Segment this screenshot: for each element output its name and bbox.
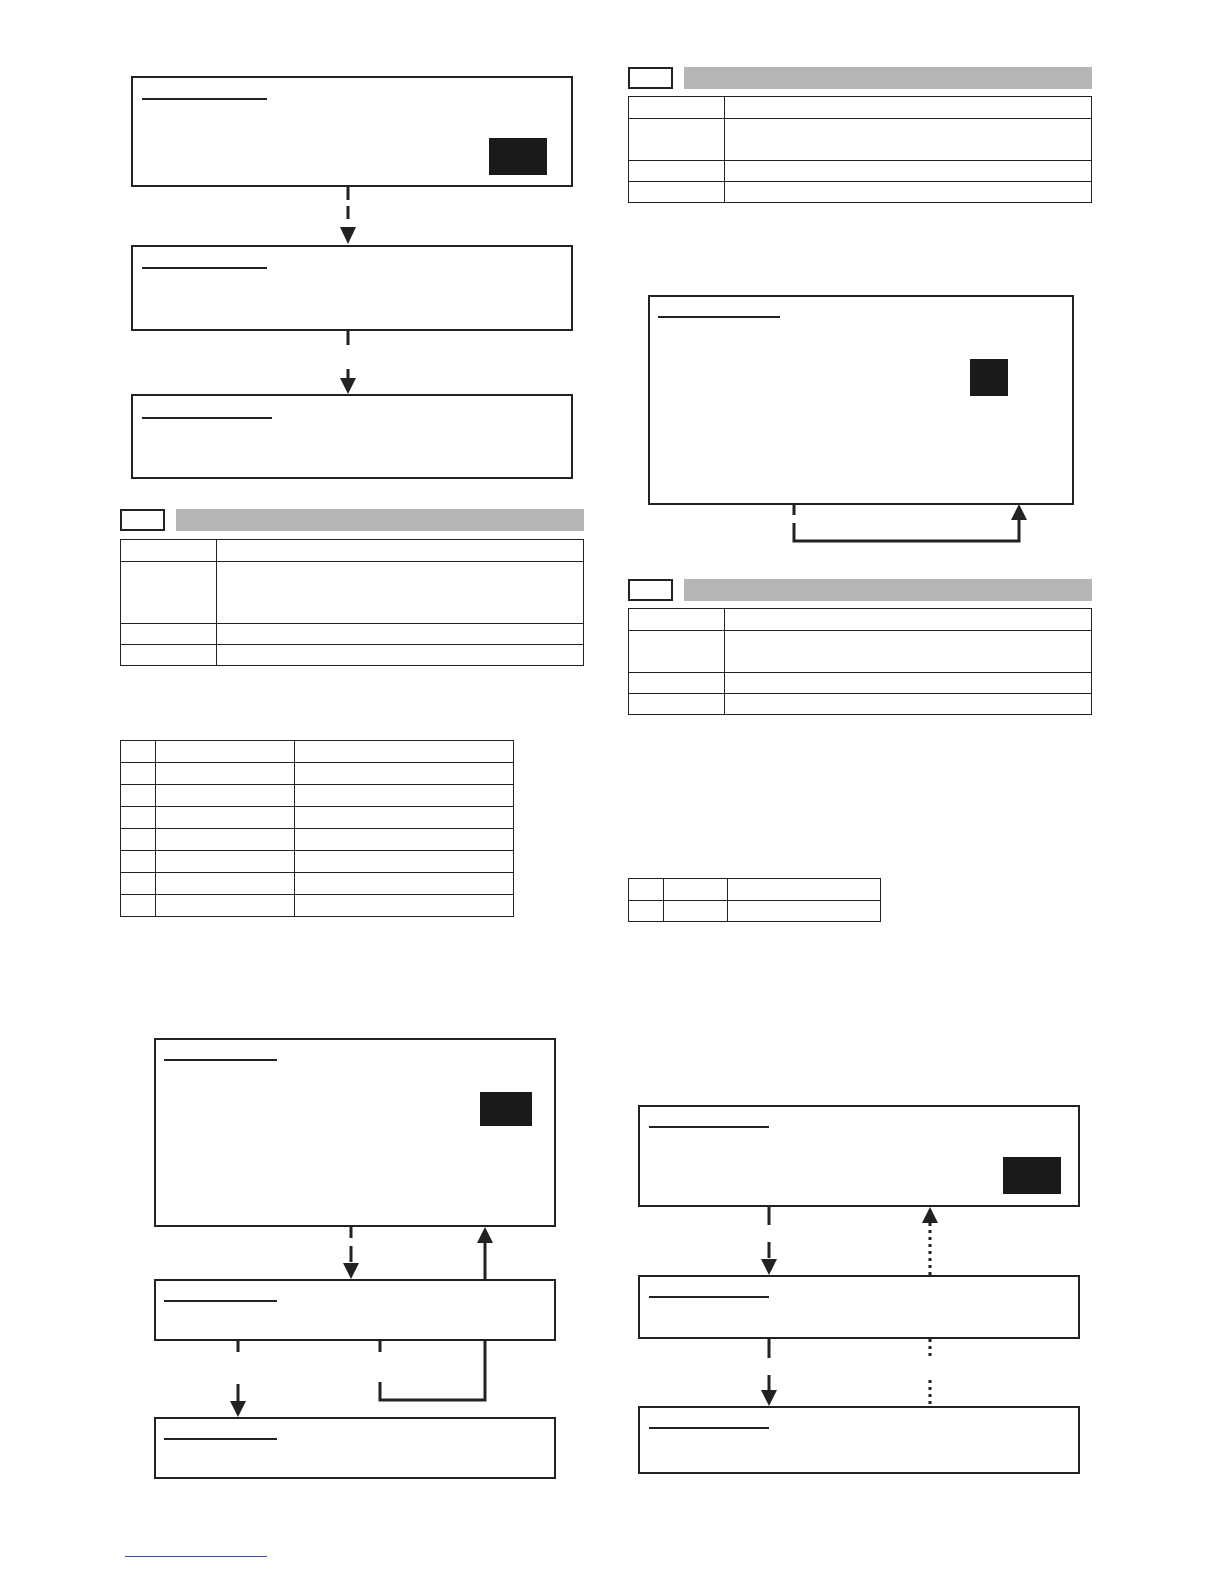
arrow-head xyxy=(477,1227,493,1243)
arrow-head xyxy=(761,1390,777,1406)
loop-arrow xyxy=(380,1341,485,1400)
arrow-head xyxy=(230,1401,246,1417)
loop-arrow xyxy=(794,505,1019,541)
arrow-head xyxy=(340,227,356,244)
arrow-head xyxy=(1011,504,1027,520)
arrow-head xyxy=(761,1259,777,1275)
footer-link[interactable] xyxy=(125,1556,267,1557)
arrow-head xyxy=(340,378,356,394)
arrow-head xyxy=(343,1263,359,1279)
arrow-head xyxy=(922,1207,938,1223)
